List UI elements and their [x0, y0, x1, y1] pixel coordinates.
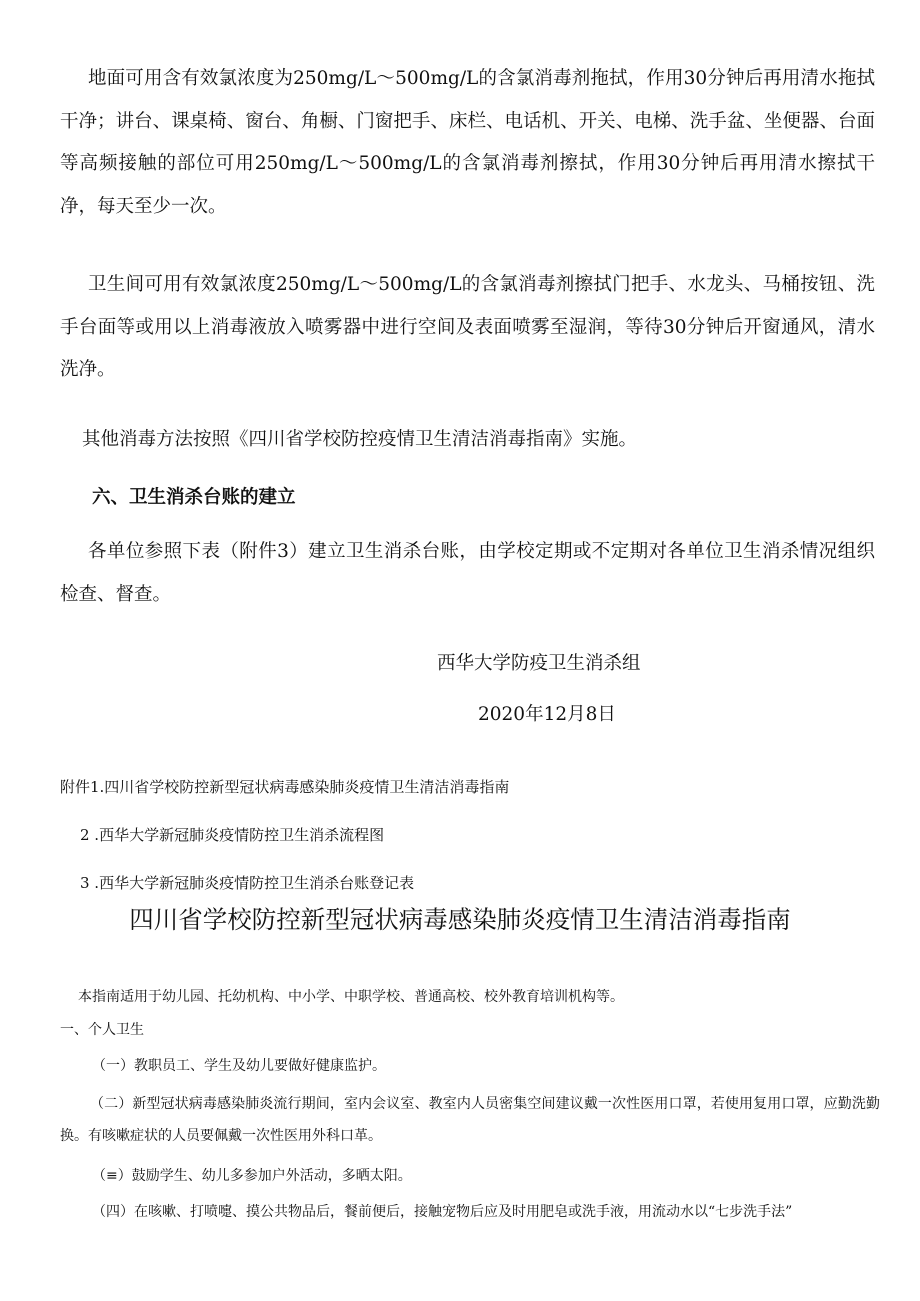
- guide-item-3: （≡）鼓励学生、幼儿多参加户外活动，多晒太阳。: [92, 1168, 412, 1184]
- signature-org: 西华大学防疫卫生消杀组: [437, 653, 641, 674]
- guide-section-personal-hygiene: 一、个人卫生: [60, 1022, 144, 1038]
- paragraph-ledger: 各单位参照下表（附件3）建立卫生消杀台账，由学校定期或不定期对各单位卫生消杀情况组织检查、督查。: [60, 541, 875, 605]
- paragraph-restroom-disinfection: 卫生间可用有效氯浓度250mg/L～500mg/L的含氯消毒剂擦拭门把手、水龙头、马桶按钮、洗手台面等或用以上消毒液放入喷雾器中进行空间及表面喷雾至湿润，等待30分钟后开窗通风，清水洗净。: [60, 274, 875, 380]
- guide-item-2: （二）新型冠状病毒感染肺炎流行期间，室内会议室、教室内人员密集空间建议戴一次性医用口罩，若使用复用口罩，应勤洗勤换。有咳嗽症状的人员要佩戴一次性医用外科口革。: [60, 1096, 880, 1144]
- attachment-1: 附件1.四川省学校防控新型冠状病毒感染肺炎疫情卫生清洁消毒指南: [60, 778, 510, 796]
- guide-item-1: （一）教职员工、学生及幼儿要做好健康监护。: [92, 1058, 386, 1074]
- guide-intro: 本指南适用于幼儿园、托幼机构、中小学、中职学校、普通高校、校外教育培训机构等。: [78, 989, 624, 1005]
- guide-title: 四川省学校防控新型冠状病毒感染肺炎疫情卫生清洁消毒指南: [129, 905, 791, 934]
- guide-item-4: （四）在咳嗽、打喷嚏、摸公共物品后，餐前便后，接触宠物后应及时用肥皂或洗手液，用流动水以“七步洗手法”: [92, 1204, 793, 1220]
- paragraph-floor-disinfection: 地面可用含有效氯浓度为250mg/L～500mg/L的含氯消毒剂拖拭，作用30分钟后再用清水拖拭干净；讲台、课桌椅、窗台、角橱、门窗把手、床栏、电话机、开关、电梯、洗手盆、坐便器、台面等高频接触的部位可用250mg/L～500mg/L的含氯消毒剂擦拭，作用30分钟后再用清水擦拭干净，每天至少一次。: [60, 68, 875, 217]
- attachment-2: 2 .西华大学新冠肺炎疫情防控卫生消杀流程图: [80, 826, 385, 844]
- paragraph-other-methods: 其他消毒方法按照《四川省学校防控疫情卫生清洁消毒指南》实施。: [82, 429, 638, 450]
- section-heading: 六、卫生消杀台账的建立: [92, 487, 296, 508]
- signature-date: 2020年12月8日: [478, 704, 616, 725]
- attachment-3: 3 .西华大学新冠肺炎疫情防控卫生消杀台账登记表: [80, 874, 415, 892]
